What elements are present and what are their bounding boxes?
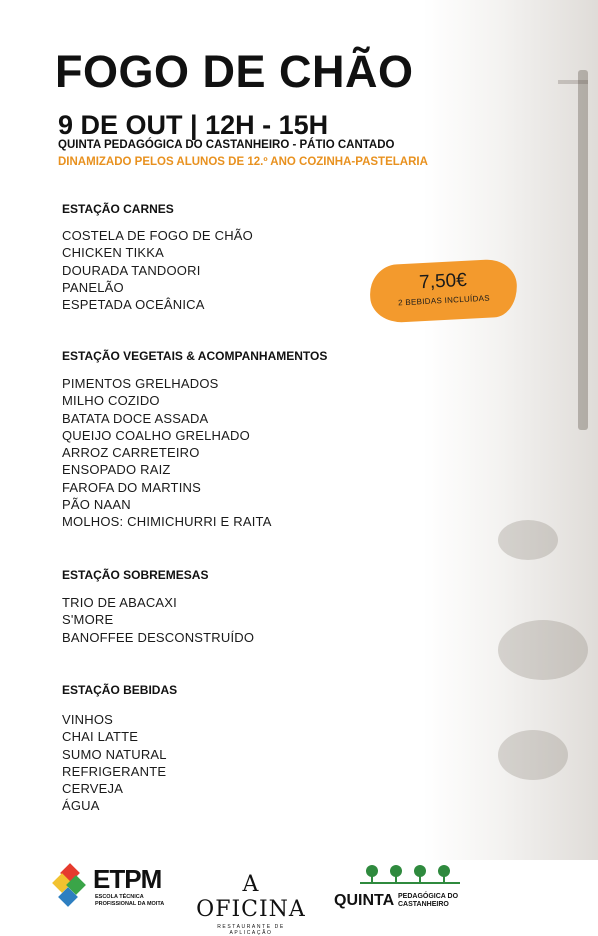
menu-item: CHAI LATTE [62,729,139,745]
menu-item: TRIO DE ABACAXI [62,595,177,610]
menu-list-vegetais [62,375,272,531]
menu-list-bebidas [62,711,167,815]
menu-item: VINHOS [62,712,114,727]
menu-item: BANOFFEE DESCONSTRUÍDO [62,629,255,645]
menu-item: ENSOPADO RAIZ [62,462,171,478]
menu-item: MILHO COZIDO [62,393,160,409]
menu-item: ÁGUA [62,798,100,814]
ember [498,520,558,560]
menu-item: SUMO NATURAL [62,746,167,762]
menu-item: ARROZ CARRETEIRO [62,445,200,461]
oficina-logo [196,872,306,936]
section-title-carnes: ESTAÇÃO CARNES [62,202,174,216]
menu-item: FAROFA DO MARTINS [62,479,201,495]
price-note: 2 BEBIDAS INCLUÍDAS [397,293,491,308]
menu-item: MOLHOS: CHIMICHURRI E RAITA [62,514,272,530]
event-venue: QUINTA PEDAGÓGICA DO CASTANHEIRO - PÁTIO CANTADO [58,139,395,151]
ember [498,730,568,780]
event-date-time: 9 DE OUT | 12H - 15H [58,110,329,140]
menu-item: REFRIGERANTE [62,763,167,779]
section-title-sobremesas: ESTAÇÃO SOBREMESAS [62,568,209,582]
menu-item: S'MORE [62,612,114,628]
etpm-logo-name: ETPM [93,864,162,894]
etpm-logo [55,862,165,914]
menu-item: DOURADA TANDOORI [62,262,201,278]
menu-item: PANELÃO [62,279,124,295]
grill-post [578,70,588,430]
menu-item: CERVEJA [62,781,124,797]
ember [498,620,588,680]
menu-list-carnes [62,227,253,313]
oficina-logo-tagline: RESTAURANTE DE APLICAÇÃO [217,924,285,936]
section-title-vegetais: ESTAÇÃO VEGETAIS & ACOMPANHAMENTOS [62,349,328,363]
event-hosted-by: DINAMIZADO PELOS ALUNOS DE 12.º ANO COZINHA-PASTELARIA [58,156,428,168]
price-badge [369,258,519,324]
menu-item: PÃO NAAN [62,497,131,513]
menu-item: QUEIJO COALHO GRELHADO [62,427,250,443]
price-amount: 7,50€ [418,269,468,294]
menu-item: ESPETADA OCEÂNICA [62,297,205,313]
grill-photo [348,0,598,860]
menu-item: COSTELA DE FOGO DE CHÃO [62,228,253,243]
menu-item: PIMENTOS GRELHADOS [62,376,219,391]
menu-item: CHICKEN TIKKA [62,245,165,261]
menu-list-sobremesas [62,594,254,646]
etpm-logo-tagline: ESCOLA TÉCNICA PROFISSIONAL DA MOITA [95,894,165,907]
quinta-logo [334,864,464,914]
section-title-bebidas: ESTAÇÃO BEBIDAS [62,683,178,697]
tree-icon [360,864,460,884]
quinta-logo-tagline: PEDAGÓGICA DO CASTANHEIRO [398,893,459,908]
oficina-logo-name: A OFICINA [196,872,306,922]
menu-item: BATATA DOCE ASSADA [62,410,209,426]
event-title: FOGO DE CHÃO [55,46,414,97]
grill-bar [558,80,588,84]
quinta-logo-name: QUINTA [334,892,395,909]
